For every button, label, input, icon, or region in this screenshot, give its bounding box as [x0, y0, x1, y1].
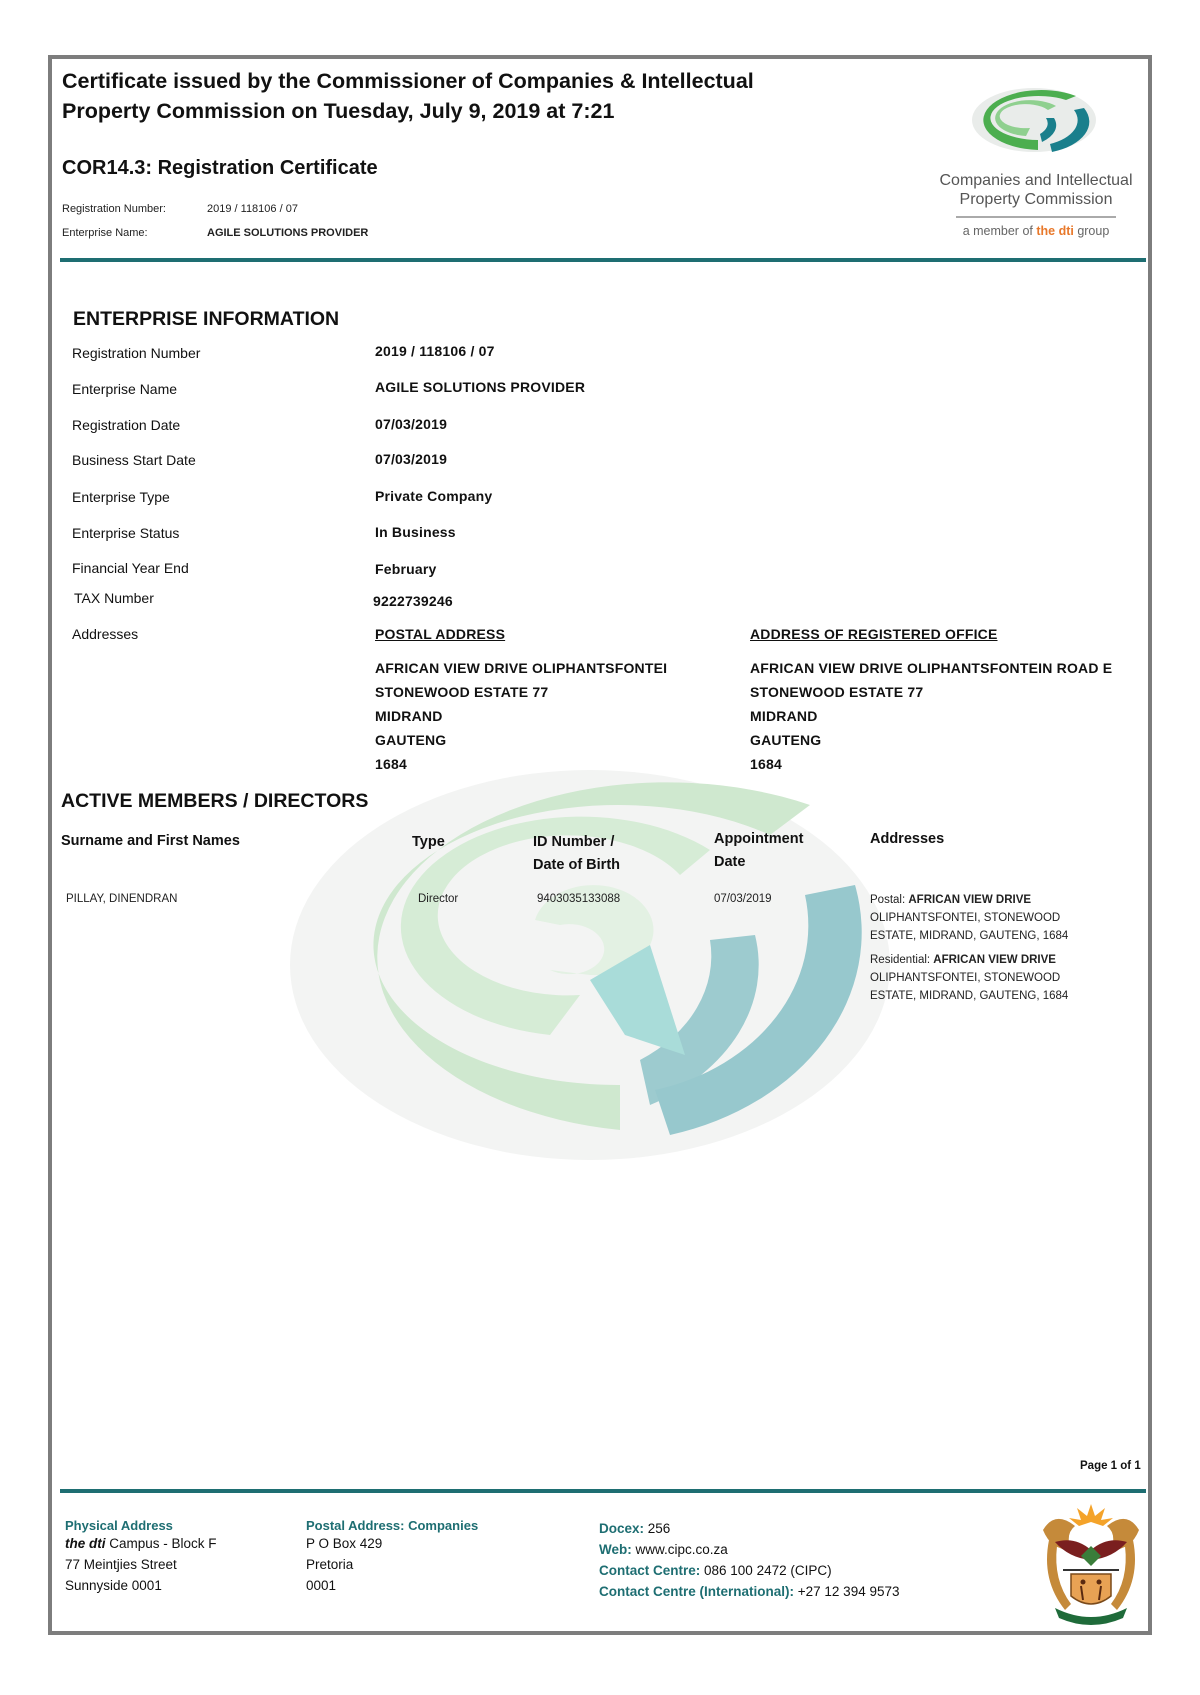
field-value: In Business	[375, 524, 456, 540]
addresses-label: Addresses	[72, 626, 139, 642]
col-header-type: Type	[412, 834, 445, 850]
registered-office-line: GAUTENG	[750, 732, 822, 748]
director-postal-address: Postal: AFRICAN VIEW DRIVE OLIPHANTSFONTEI, STONEWOOD ESTATE, MIDRAND, GAUTENG, 1684	[870, 894, 1069, 942]
field-value: 2019 / 118106 / 07	[375, 343, 495, 359]
cipc-watermark-icon	[290, 735, 910, 1165]
field-label: Enterprise Name	[72, 381, 178, 397]
col-header-appointment: Appointment Date	[714, 831, 804, 870]
registered-office-line: STONEWOOD ESTATE 77	[750, 684, 924, 700]
footer-contact	[599, 1518, 900, 1602]
postal-address-heading: Postal Address: Companies	[306, 1518, 479, 1533]
col-header-name: Surname and First Names	[61, 833, 240, 849]
physical-address-heading: Physical Address	[65, 1518, 173, 1533]
cipc-logo	[926, 78, 1146, 248]
field-value: AGILE SOLUTIONS PROVIDER	[375, 379, 586, 395]
registered-office-line: AFRICAN VIEW DRIVE OLIPHANTSFONTEIN ROAD E	[750, 660, 1113, 676]
contact-centre-international: Contact Centre (International): +27 12 394 9573	[599, 1584, 900, 1599]
footer-postal-address: Postal Address: Companies P O Box 429 Pretoria 0001	[306, 1518, 479, 1593]
document-title: COR14.3: Registration Certificate	[62, 157, 378, 179]
director-appointment-date: 07/03/2019	[714, 893, 772, 905]
field-label: Financial Year End	[72, 560, 189, 576]
docex: Docex: 256	[599, 1521, 671, 1536]
postal-address-line: GAUTENG	[375, 732, 447, 748]
cipc-logo-icon	[966, 78, 1106, 158]
footer-divider	[60, 1489, 1146, 1493]
directors-heading: ACTIVE MEMBERS / DIRECTORS	[61, 790, 369, 812]
postal-address-line: MIDRAND	[375, 708, 443, 724]
coat-of-arms-icon	[1035, 1500, 1147, 1626]
director-name: PILLAY, DINENDRAN	[66, 893, 178, 905]
field-label: Enterprise Type	[72, 489, 170, 505]
field-value: 07/03/2019	[375, 416, 448, 432]
field-value: 07/03/2019	[375, 451, 448, 467]
certificate-issue-heading	[62, 66, 882, 126]
director-residential-address: Residential: AFRICAN VIEW DRIVE OLIPHANTSFONTEI, STONEWOOD ESTATE, MIDRAND, GAUTENG, 1684	[870, 954, 1069, 1002]
title-line-1: Certificate issued by the Commissioner of Companies & Intellectual	[62, 69, 754, 93]
col-header-addresses: Addresses	[870, 831, 945, 847]
field-label: TAX Number	[74, 590, 154, 606]
postal-address-line: 1684	[375, 756, 407, 772]
registered-office-line: MIDRAND	[750, 708, 818, 724]
postal-address-line: STONEWOOD ESTATE 77	[375, 684, 549, 700]
registered-office-line: 1684	[750, 756, 782, 772]
summary-enterprise-value: AGILE SOLUTIONS PROVIDER	[207, 227, 369, 239]
director-type: Director	[418, 893, 459, 905]
web-link[interactable]: Web: www.cipc.co.za	[599, 1542, 728, 1557]
enterprise-info-heading: ENTERPRISE INFORMATION	[73, 308, 340, 330]
field-value: February	[375, 561, 437, 577]
registered-office-heading: ADDRESS OF REGISTERED OFFICE	[750, 626, 998, 642]
field-value: Private Company	[375, 488, 493, 504]
summary-registration-value: 2019 / 118106 / 07	[207, 203, 298, 215]
field-label: Business Start Date	[72, 452, 196, 468]
title-line-2: Property Commission on Tuesday, July 9, 2019 at 7:21	[62, 99, 615, 123]
field-label: Registration Date	[72, 417, 181, 433]
footer-physical-address: Physical Address the dti Campus - Block F 77 Meintjies Street Sunnyside 0001	[65, 1518, 217, 1593]
logo-divider	[956, 216, 1116, 218]
summary-enterprise-label: Enterprise Name:	[62, 227, 148, 239]
postal-address-heading: POSTAL ADDRESS	[375, 626, 506, 642]
logo-tagline: a member of the dti group	[962, 224, 1110, 238]
postal-address-line: AFRICAN VIEW DRIVE OLIPHANTSFONTEI	[375, 660, 668, 676]
field-value: 9222739246	[373, 593, 453, 609]
summary-registration-label: Registration Number:	[62, 203, 166, 215]
logo-name-line-1: Companies and Intellectual	[939, 172, 1133, 189]
page-number: Page 1 of 1	[1080, 1460, 1141, 1472]
col-header-id: ID Number / Date of Birth	[533, 834, 620, 873]
field-label: Enterprise Status	[72, 525, 180, 541]
header-divider	[60, 258, 1146, 262]
contact-centre: Contact Centre: 086 100 2472 (CIPC)	[599, 1563, 832, 1578]
director-id-number: 9403035133088	[537, 893, 621, 905]
logo-name-line-2: Property Commission	[959, 191, 1113, 208]
field-label: Registration Number	[72, 345, 201, 361]
